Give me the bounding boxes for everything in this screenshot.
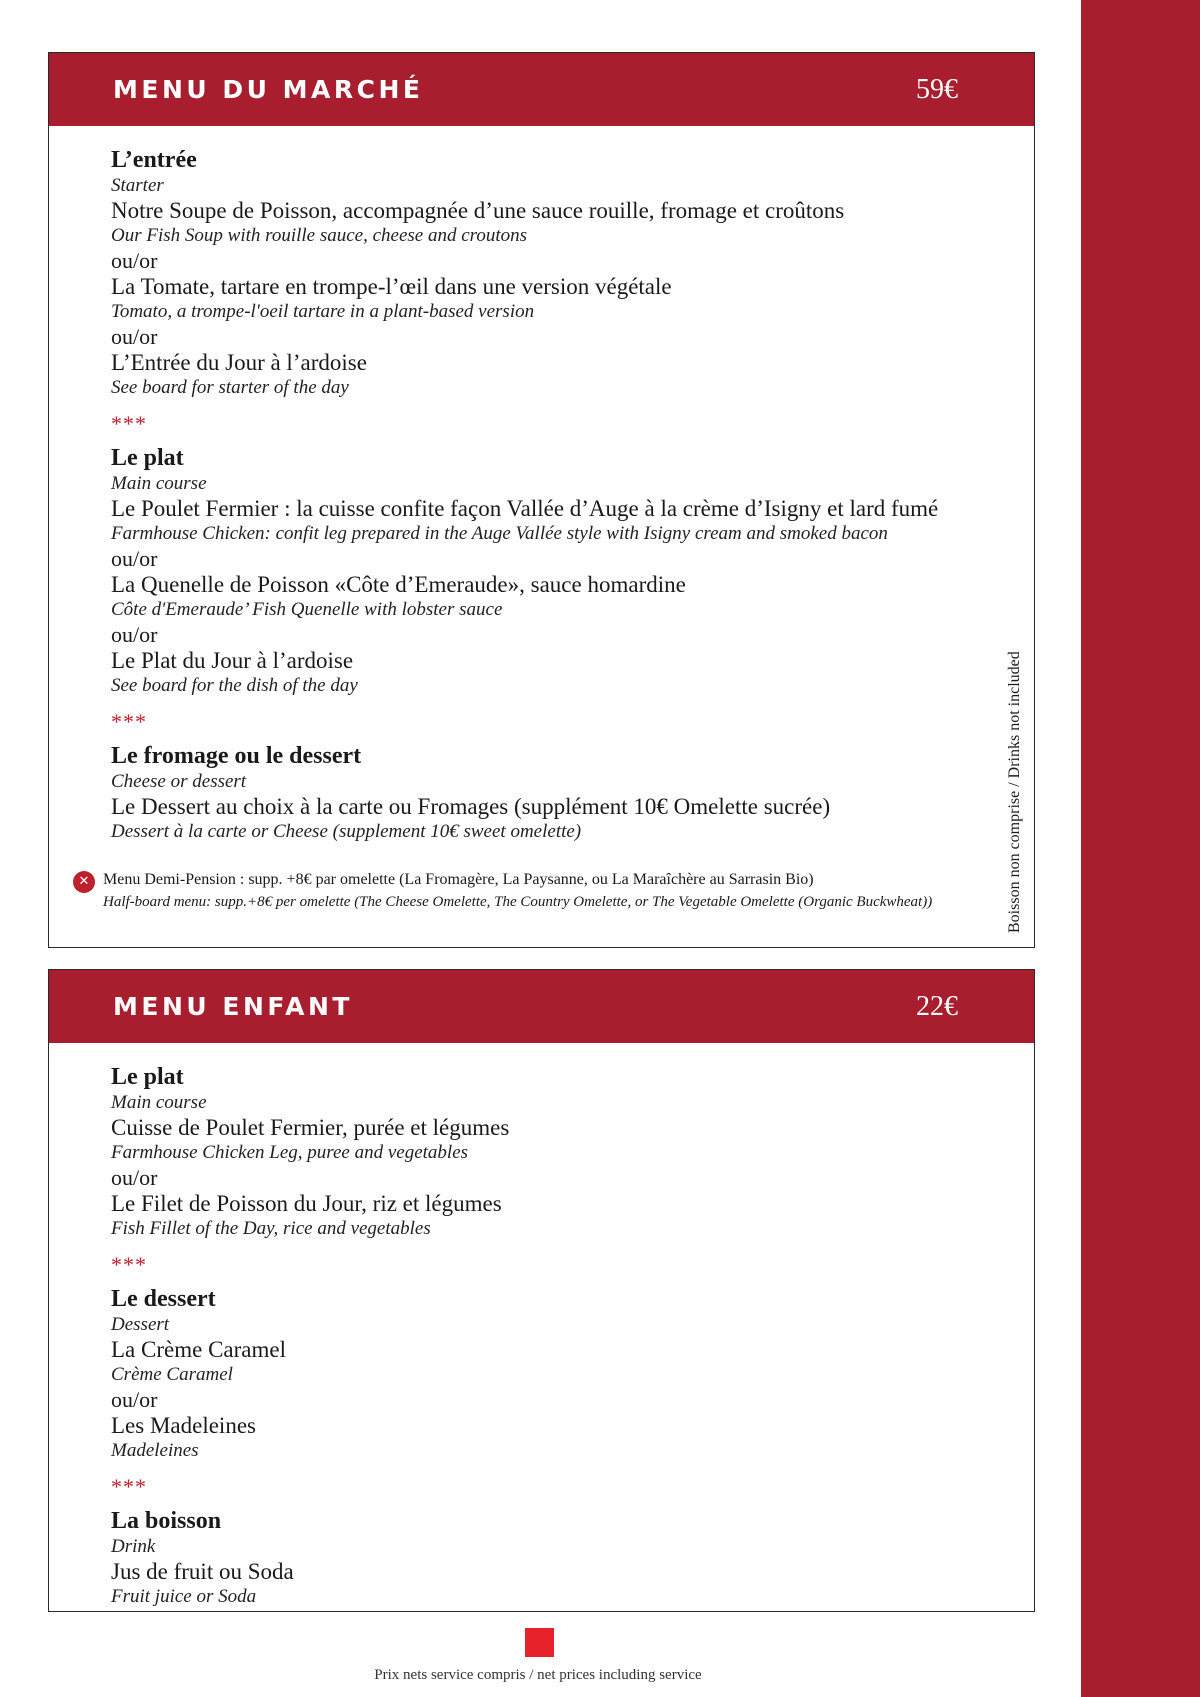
section-subtitle: Dessert: [111, 1314, 170, 1335]
or-label: ou/or: [111, 324, 158, 349]
or-label: ou/or: [111, 1387, 158, 1412]
menu-marche-price: 59€: [916, 73, 958, 105]
section-title: Le dessert: [111, 1286, 216, 1312]
section-subtitle: Main course: [111, 473, 207, 494]
dish-fr: Le Poulet Fermier : la cuisse confite façon Vallée d’Auge à la crème d’Isigny et lard fumé: [111, 496, 939, 521]
fork-knife-icon: ✕: [73, 871, 95, 893]
drinks-not-included-note: Boisson non comprise / Drinks not included: [1006, 651, 1023, 933]
menu-enfant-panel: [48, 969, 1035, 1612]
section-subtitle: Drink: [111, 1536, 156, 1557]
menu-enfant-header: [49, 970, 1034, 1043]
section-separator: ***: [111, 709, 147, 734]
menu-marche-body: [49, 126, 1034, 844]
footer-prices-note: Prix nets service compris / net prices including service: [374, 1667, 702, 1683]
entree-section: [111, 146, 1034, 400]
menu-enfant-body: [49, 1043, 1034, 1609]
dish-fr: Cuisse de Poulet Fermier, purée et légumes: [111, 1115, 510, 1140]
or-label: ou/or: [111, 546, 158, 571]
dish-fr: L’Entrée du Jour à l’ardoise: [111, 350, 367, 375]
dessert-section: [111, 1285, 1034, 1463]
dish-fr: Le Plat du Jour à l’ardoise: [111, 648, 354, 673]
or-label: ou/or: [111, 622, 158, 647]
dish-en: See board for starter of the day: [111, 377, 349, 398]
section-separator: ***: [111, 1252, 147, 1277]
dish-en: Fish Fillet of the Day, rice and vegetables: [111, 1218, 431, 1239]
section-title: Le plat: [111, 1064, 184, 1090]
brand-square-logo: [525, 1628, 554, 1657]
menu-enfant-title: MENU ENFANT: [113, 992, 353, 1021]
dish-en: Côte d'Emeraude’ Fish Quenelle with lobster sauce: [111, 599, 503, 620]
dish-fr: Notre Soupe de Poisson, accompagnée d’une sauce rouille, fromage et croûtons: [111, 198, 845, 223]
section-title: Le fromage ou le dessert: [111, 743, 362, 769]
dish-fr: Les Madeleines: [111, 1413, 256, 1438]
section-title: La boisson: [111, 1508, 222, 1534]
section-title: Le plat: [111, 445, 184, 471]
dish-fr: Le Filet de Poisson du Jour, riz et légumes: [111, 1191, 502, 1216]
dish-en: Our Fish Soup with rouille sauce, cheese and croutons: [111, 225, 528, 246]
dish-fr: Jus de fruit ou Soda: [111, 1559, 294, 1584]
section-separator: ***: [111, 411, 147, 436]
dish-en: Crème Caramel: [111, 1364, 233, 1385]
note-fr: Menu Demi-Pension : supp. +8€ par omelette (La Fromagère, La Paysanne, ou La Maraîchère au Sarrasin Bio): [103, 871, 814, 888]
dish-fr: La Crème Caramel: [111, 1337, 286, 1362]
dish-en: Farmhouse Chicken: confit leg prepared in the Auge Vallée style with Isigny cream and smoked bacon: [111, 523, 888, 544]
menu-marche-header: [49, 53, 1034, 126]
menu-marche-title: MENU DU MARCHÉ: [113, 75, 424, 104]
side-band: [1081, 0, 1200, 1697]
section-separator: ***: [111, 1474, 147, 1499]
section-subtitle: Starter: [111, 175, 164, 196]
half-board-note: [73, 869, 953, 913]
dish-en: Dessert à la carte or Cheese (supplement 10€ sweet omelette): [111, 821, 582, 842]
dish-en: Madeleines: [111, 1440, 199, 1461]
menu-marche-panel: [48, 52, 1035, 948]
section-subtitle: Cheese or dessert: [111, 771, 247, 792]
dish-en: Tomato, a trompe-l'oeil tartare in a plant-based version: [111, 301, 535, 322]
dish-fr: La Quenelle de Poisson «Côte d’Emeraude», sauce homardine: [111, 572, 686, 597]
or-label: ou/or: [111, 1165, 158, 1190]
note-en: Half-board menu: supp.+8€ per omelette (The Cheese Omelette, The Country Omelette, or The Vegetable Omelette (Organic Buckwheat)): [103, 894, 933, 910]
plat-section: [111, 444, 1034, 698]
section-title: L’entrée: [111, 147, 197, 173]
dessert-section: [111, 742, 1034, 844]
or-label: ou/or: [111, 248, 158, 273]
boisson-section: [111, 1507, 1034, 1609]
dish-fr: Le Dessert au choix à la carte ou Fromages (supplément 10€ Omelette sucrée): [111, 794, 831, 819]
section-subtitle: Main course: [111, 1092, 207, 1113]
menu-enfant-price: 22€: [916, 990, 958, 1022]
dish-en: Fruit juice or Soda: [111, 1586, 257, 1607]
plat-section: [111, 1063, 1034, 1241]
dish-fr: La Tomate, tartare en trompe-l’œil dans une version végétale: [111, 274, 672, 299]
dish-en: See board for the dish of the day: [111, 675, 358, 696]
dish-en: Farmhouse Chicken Leg, puree and vegetables: [111, 1142, 469, 1163]
